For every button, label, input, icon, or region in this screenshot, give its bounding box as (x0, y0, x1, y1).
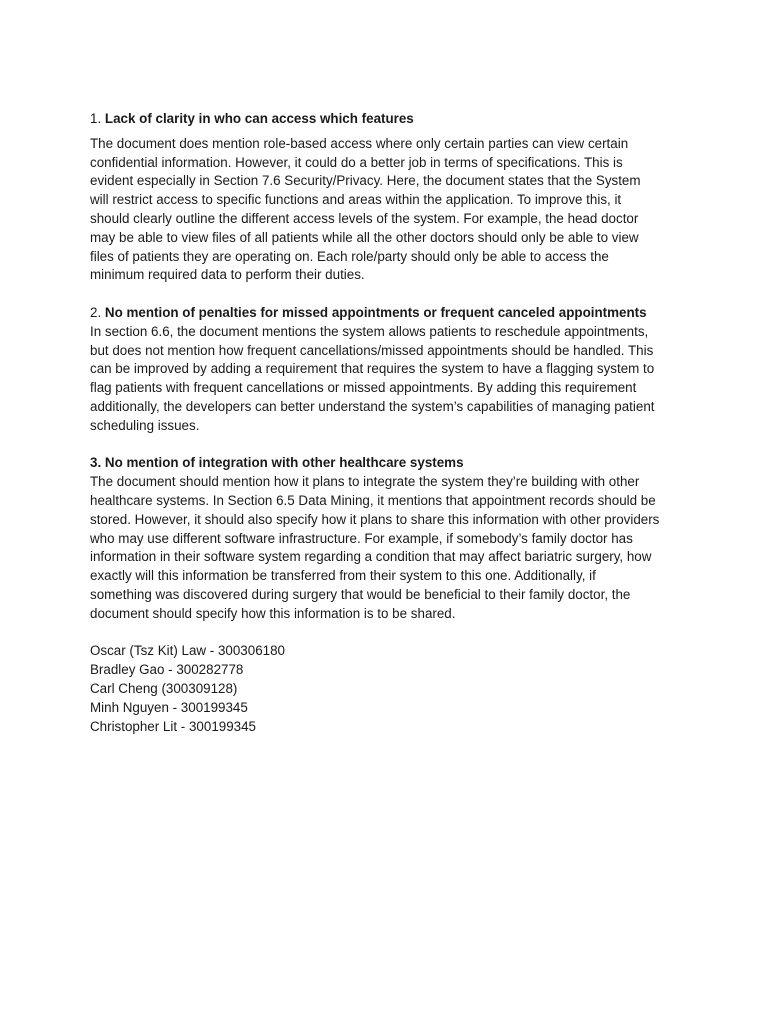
section-body: The document should mention how it plans to integrate the system they’re building with other healthcare systems. In Section 6.5 Data Mining, it mentions that appointment records should be stored. However, it should also specify how it plans to share this information with other providers who may use different software infrastructure. For example, if somebody’s family doctor has information in their software system regarding a condition that may affect bariatric surgery, how exactly will this information be transferred from their system to this one. Additionally, if something was discovered during surgery that would be beneficial to their family doctor, the document should specify how this information is to be shared. (90, 474, 660, 621)
document-page (90, 110, 690, 736)
section-title: No mention of integration with other healthcare systems (104, 455, 464, 471)
section-body: In section 6.6, the document mentions the system allows patients to reschedule appointments, but does not mention how frequent cancellations/missed appointments should be handled. This can be improved by adding a requirement that requires the system to have a flagging system to flag patients with frequent cancellations or missed appointments. By adding this requirement additionally, the developers can better understand the system’s capabilities of managing patient scheduling issues. (90, 323, 655, 433)
section-heading (90, 304, 690, 323)
author-line: Minh Nguyen - 300199345 (90, 699, 248, 715)
section-body: The document does mention role-based access where only certain parties can view certain confidential information. However, it could do a better job in terms of specifications. This is evident especially in Section 7.6 Security/Privacy. Here, the document states that the System will restrict access to specific functions and areas within the application. To improve this, it should clearly outline the different access levels of the system. For example, the head doctor may be able to view files of all patients while all the other doctors should only be able to view files of patients they are operating on. Each role/party should only be able to access the minimum required data to perform their duties. (90, 135, 641, 283)
section-number: 1. (90, 111, 102, 126)
author-line: Christopher Lit - 300199345 (90, 718, 257, 734)
section-number: 2. (90, 304, 102, 320)
section-1 (90, 110, 690, 285)
section-3 (90, 454, 690, 623)
author-line: Carl Cheng (300309128) (90, 680, 238, 696)
author-line: Bradley Gao - 300282778 (90, 662, 244, 678)
section-heading (90, 454, 690, 473)
section-title: Lack of clarity in who can access which features (104, 111, 414, 126)
section-number: 3. (90, 455, 102, 471)
section-heading (90, 110, 690, 129)
author-line: Oscar (Tsz Kit) Law - 300306180 (90, 643, 285, 659)
author-list (90, 642, 690, 736)
section-2 (90, 304, 690, 436)
section-title: No mention of penalties for missed appointments or frequent canceled appointments (104, 304, 647, 320)
